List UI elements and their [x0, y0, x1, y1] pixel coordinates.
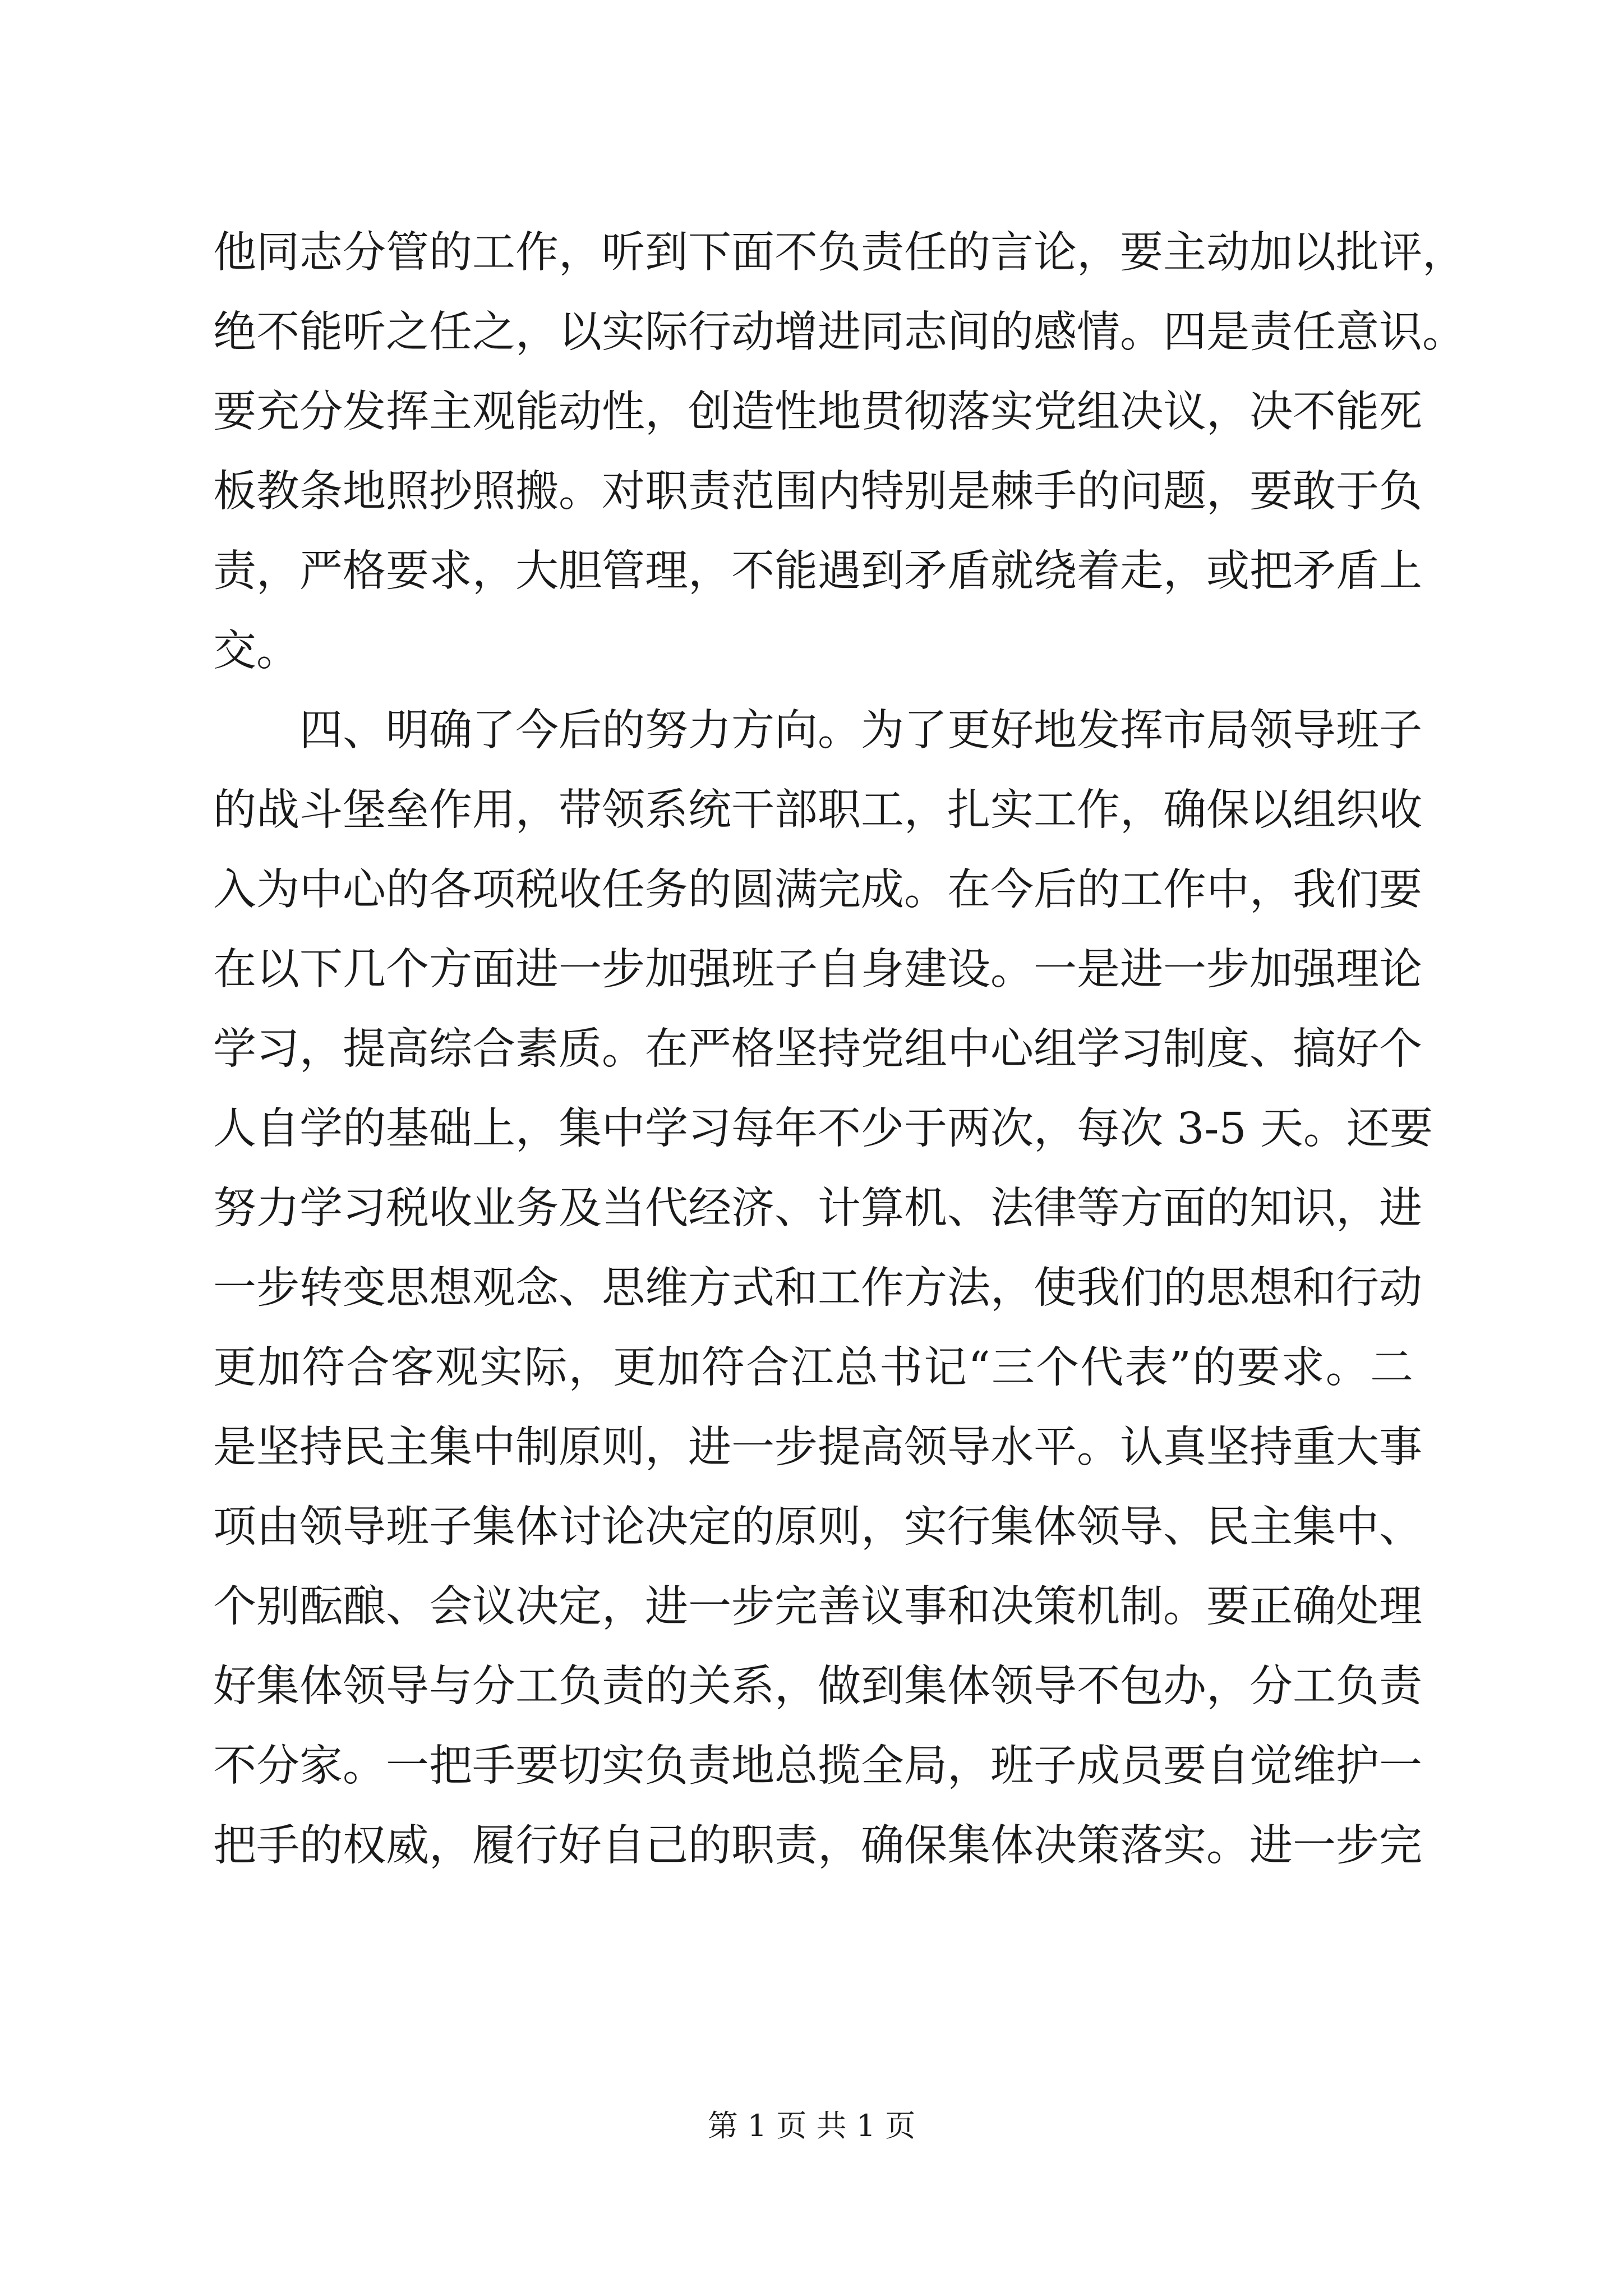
- text-line: 项由领导班子集体讨论决定的原则，实行集体领导、民主集中、: [213, 1502, 1422, 1552]
- text-line: 个别酝酿、会议决定，进一步完善议事和决策机制。要正确处理: [213, 1582, 1422, 1632]
- text-line: 学习，提高综合素质。在严格坚持党组中心组学习制度、搞好个: [213, 1024, 1422, 1074]
- text-line: 的战斗堡垒作用，带领系统干部职工，扎实工作，确保以组织收: [213, 785, 1422, 835]
- text-line: 交。: [213, 626, 299, 676]
- text-line: 更加符合客观实际，更加符合江总书记“三个代表”的要求。二: [213, 1343, 1413, 1393]
- text-line: 板教条地照抄照搬。对职责范围内特别是棘手的问题，要敢于负: [213, 467, 1422, 517]
- text-line: 努力学习税收业务及当代经济、计算机、法律等方面的知识，进: [213, 1184, 1422, 1234]
- text-line: 要充分发挥主观能动性，创造性地贯彻落实党组决议，决不能死: [213, 387, 1422, 437]
- text-line: 入为中心的各项税收任务的圆满完成。在今后的工作中，我们要: [213, 865, 1422, 915]
- text-line: 在以下几个方面进一步加强班子自身建设。一是进一步加强理论: [213, 945, 1422, 995]
- text-line: 他同志分管的工作，听到下面不负责任的言论，要主动加以批评，: [213, 228, 1465, 278]
- text-line: 是坚持民主集中制原则，进一步提高领导水平。认真坚持重大事: [213, 1423, 1422, 1473]
- text-line: 不分家。一把手要切实负责地总揽全局，班子成员要自觉维护一: [213, 1741, 1422, 1791]
- document-body: [213, 213, 1465, 1886]
- text-line: 人自学的基础上，集中学习每年不少于两次，每次 3-5 天。还要: [213, 1104, 1433, 1154]
- text-line: 一步转变思想观念、思维方式和工作方法，使我们的思想和行动: [213, 1263, 1422, 1313]
- page-number-footer: 第 1 页 共 1 页: [707, 2108, 916, 2143]
- text-line: 四、明确了今后的努力方向。为了更好地发挥市局领导班子: [213, 706, 1422, 756]
- text-line: 绝不能听之任之，以实际行动增进同志间的感情。四是责任意识。: [213, 307, 1465, 357]
- text-line: 责，严格要求，大胆管理，不能遇到矛盾就绕着走，或把矛盾上: [213, 546, 1422, 596]
- text-line: 把手的权威，履行好自己的职责，确保集体决策落实。进一步完: [213, 1821, 1422, 1871]
- text-line: 好集体领导与分工负责的关系，做到集体领导不包办，分工负责: [213, 1662, 1422, 1711]
